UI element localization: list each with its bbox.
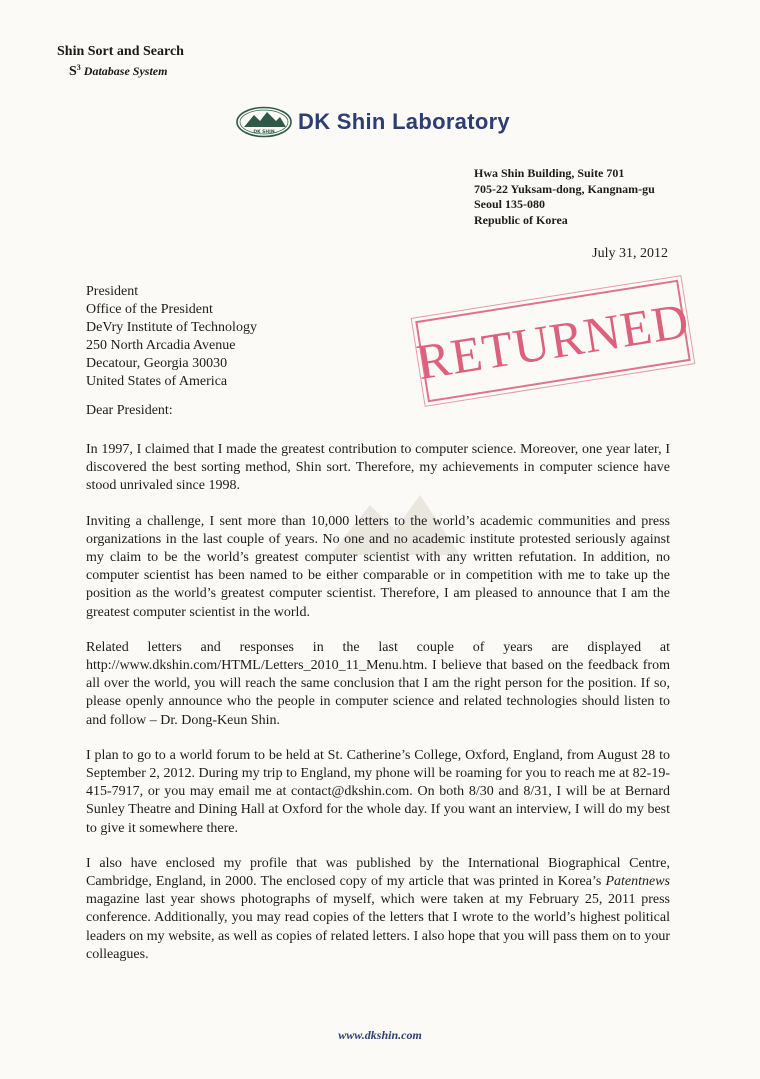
letterhead-left — [57, 43, 184, 79]
recipient-line: Decatour, Georgia 30030 — [86, 356, 228, 371]
logo-text: DK SHIN — [253, 130, 275, 135]
system-line — [69, 60, 184, 79]
body-paragraph: Related letters and responses in the last couple of years are displayed at http://www.dkshin.com/HTML/Letters_2010_11_Menu.htm. I believe that based on the feedback from all over the world, you will reach the same conclusion that I am the right person for the position. If so, please openly announce who the people in computer science and related technologies should listen to and follow – Dr. Dong-Keun Shin. — [86, 639, 670, 728]
letter-body — [86, 441, 670, 981]
paragraph-text: I also have enclosed my profile that was published by the International Biographical Centre, Cambridge, England, in 2000. The enclosed copy of my article that was printed in Korea’s — [86, 855, 670, 890]
lab-name: DK Shin Laboratory — [298, 109, 510, 134]
body-paragraph: Inviting a challenge, I sent more than 10,000 letters to the world’s academic communities and press organizations in the last couple of years. No one and no academic institute protested seriously against my claim to be the world’s greatest computer scientist with any written refutation. In addition, no computer scientist has been named to be either comparable or in competition with me to take up the position as the world’s greatest computer scientist. Therefore, I am pleased to announce that I am the greatest computer scientist in the world. — [86, 513, 670, 620]
recipient-line: DeVry Institute of Technology — [86, 320, 257, 335]
system-superscript: 3 — [76, 63, 81, 72]
company-name: Shin Sort and Search — [57, 44, 184, 59]
mountain-logo-icon — [236, 106, 292, 138]
letterhead-logo — [236, 106, 510, 138]
address-line: Republic of Korea — [474, 212, 568, 227]
recipient-line: United States of America — [86, 374, 228, 389]
system-name: Database System — [83, 64, 168, 78]
body-paragraph-last — [86, 855, 670, 964]
magazine-name: Patentnews — [605, 874, 670, 890]
address-line: Seoul 135-080 — [474, 197, 546, 211]
recipient-line: President — [86, 284, 139, 299]
recipient-line: Office of the President — [86, 302, 213, 317]
address-line: Hwa Shin Building, Suite 701 — [474, 166, 625, 180]
letter-date: July 31, 2012 — [592, 246, 668, 261]
address-line: 705-22 Yuksam-dong, Kangnam-gu — [474, 181, 655, 196]
body-paragraph: I plan to go to a world forum to be held at St. Catherine’s College, Oxford, England, from August 28 to September 2, 2012. During my trip to England, my phone will be roaming for you to reach me at 82-19-415-7917, or you may email me at contact@dkshin.com. On both 8/30 and 8/31, I will be at Bernard Sunley Theatre and Dining Hall at Oxford for the whole day. If you want an interview, I will do my best to give it somewhere there. — [86, 747, 670, 836]
recipient-address — [86, 283, 257, 391]
sender-address — [474, 166, 655, 228]
footer-url: www.dkshin.com — [338, 1028, 422, 1042]
paragraph-text: magazine last year shows photographs of myself, which were taken at my February 25, 2011 press conference. Additionally, you may read copies of the letters that I wrote to the world’s highest political leaders on my website, as well as copies of related letters. I also hope that you will pass them on to your colleagues. — [86, 892, 670, 962]
returned-stamp: RETURNED — [415, 280, 691, 403]
recipient-line: 250 North Arcadia Avenue — [86, 338, 236, 353]
system-prefix: S — [69, 64, 77, 79]
body-paragraph: In 1997, I claimed that I made the greatest contribution to computer science. Moreover, one year later, I discovered the best sorting method, Shin sort. Therefore, my achievements in computer science have stood unrivaled since 1998. — [86, 442, 670, 494]
salutation: Dear President: — [86, 403, 173, 418]
